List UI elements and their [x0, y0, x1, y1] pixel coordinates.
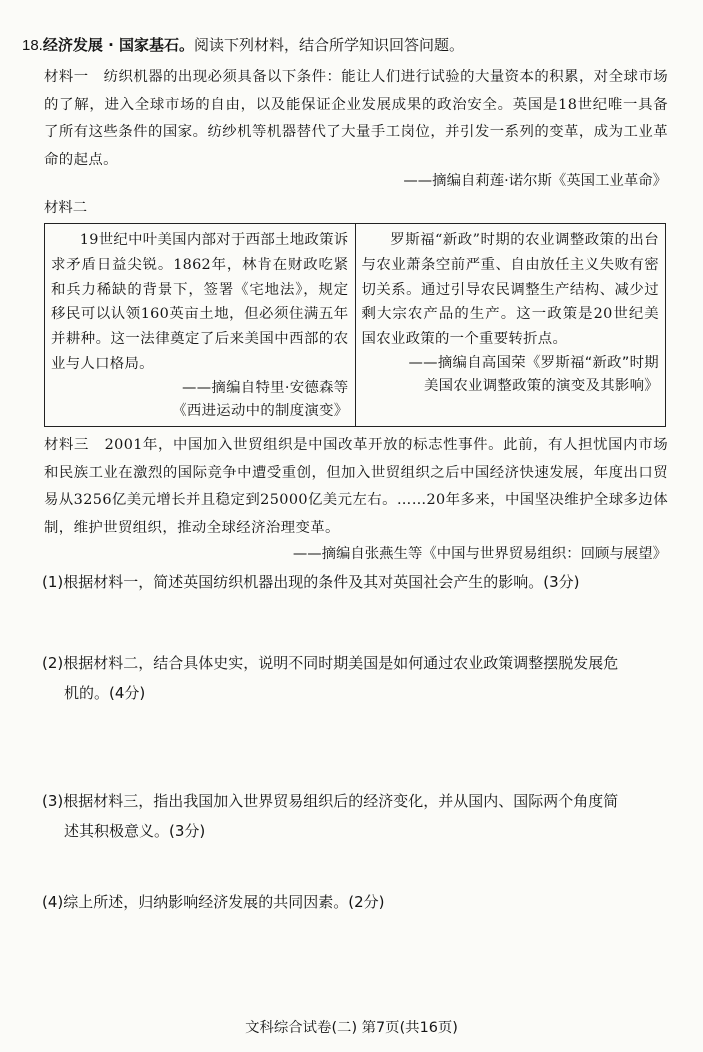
subquestion-2-line1: (2)根据材料二，结合具体史实，说明不同时期美国是如何通过农业政策调整摆脱发展危	[42, 654, 619, 672]
material3	[44, 432, 668, 542]
material2-table	[44, 223, 666, 427]
subquestion-1-line1: (1)根据材料一，简述英国纺织机器出现的条件及其对英国社会产生的影响。(3分)	[42, 573, 580, 591]
subquestion-4-line1: (4)综上所述，归纳影响经济发展的共同因素。(2分)	[42, 893, 385, 911]
material3-source: ——摘编自张燕生等《中国与世界贸易组织：回顾与展望》	[292, 546, 667, 562]
material3-label: 材料三	[44, 437, 90, 453]
subquestion-2-line2: 机的。(4分)	[64, 684, 146, 702]
subquestion-3-line2: 述其积极意义。(3分)	[64, 822, 206, 840]
material1-label: 材料一	[44, 69, 89, 85]
question-header	[22, 34, 682, 57]
material2-left-cell	[45, 224, 356, 427]
material1	[44, 64, 668, 174]
subquestion-2	[42, 648, 670, 708]
material2-left-source-1: ——摘编自特里·安德森等	[182, 379, 349, 396]
subquestion-4	[42, 887, 670, 917]
page-footer: 文科综合试卷(二) 第7页(共16页)	[245, 1020, 458, 1036]
subquestion-3	[42, 786, 670, 846]
subquestion-1	[42, 567, 670, 597]
material2-left-text: 19世纪中叶美国内部对于西部土地政策诉求矛盾日益尖锐。1862年，林肯在财政吃紧和兵力稀缺的背景下，签署《宅地法》，规定移民可以认领160英亩土地，但必须住满五年并耕种。这一法律奠定了后来美国中西部的农业与人口格局。	[51, 232, 349, 372]
material1-text: 纺织机器的出现必须具备以下条件：能让人们进行试验的大量资本的积累，对全球市场的了解，进入全球市场的自由，以及能保证企业发展成果的政治安全。英国是18世纪唯一具备了所有这些条件的国家。纺纱机等机器替代了大量手工岗位，并引发一系列的变革，成为工业革命的起点。	[44, 69, 668, 168]
material3-text: 2001年，中国加入世贸组织是中国改革开放的标志性事件。此前，有人担忧国内市场和民族工业在激烈的国际竞争中遭受重创，但加入世贸组织之后中国经济快速发展，年度出口贸易从3256亿美元增长并且稳定到25000亿美元左右。……20年多来，中国坚决维护全球多边体制，维护世贸组织，推动全球经济治理变革。	[44, 437, 668, 536]
question-instruction: 阅读下列材料，结合所学知识回答问题。	[194, 36, 465, 54]
material2-right-text: 罗斯福“新政”时期的农业调整政策的出台与农业萧条空前严重、自由放任主义失败有密切关系。通过引导农民调整生产结构、减少过剩大宗农产品的生产。这一政策是20世纪美国农业政策的一个重要转折点。	[361, 232, 659, 348]
question-number: 18.	[22, 37, 43, 54]
question-topic: 经济发展 · 国家基石。	[42, 36, 195, 54]
material2-label: 材料二	[44, 200, 88, 216]
material2-right-source-1: ——摘编自高国荣《罗斯福“新政”时期	[408, 354, 659, 371]
material2-right-cell	[355, 224, 666, 427]
material2-left-source-2: 《西进运动中的制度演变》	[172, 402, 349, 419]
material1-source: ——摘编自莉莲·诺尔斯《英国工业革命》	[403, 173, 667, 189]
subquestion-3-line1: (3)根据材料三，指出我国加入世界贸易组织后的经济变化，并从国内、国际两个角度简	[42, 792, 619, 810]
material2-right-source-2: 美国农业调整政策的演变及其影响》	[423, 377, 659, 394]
